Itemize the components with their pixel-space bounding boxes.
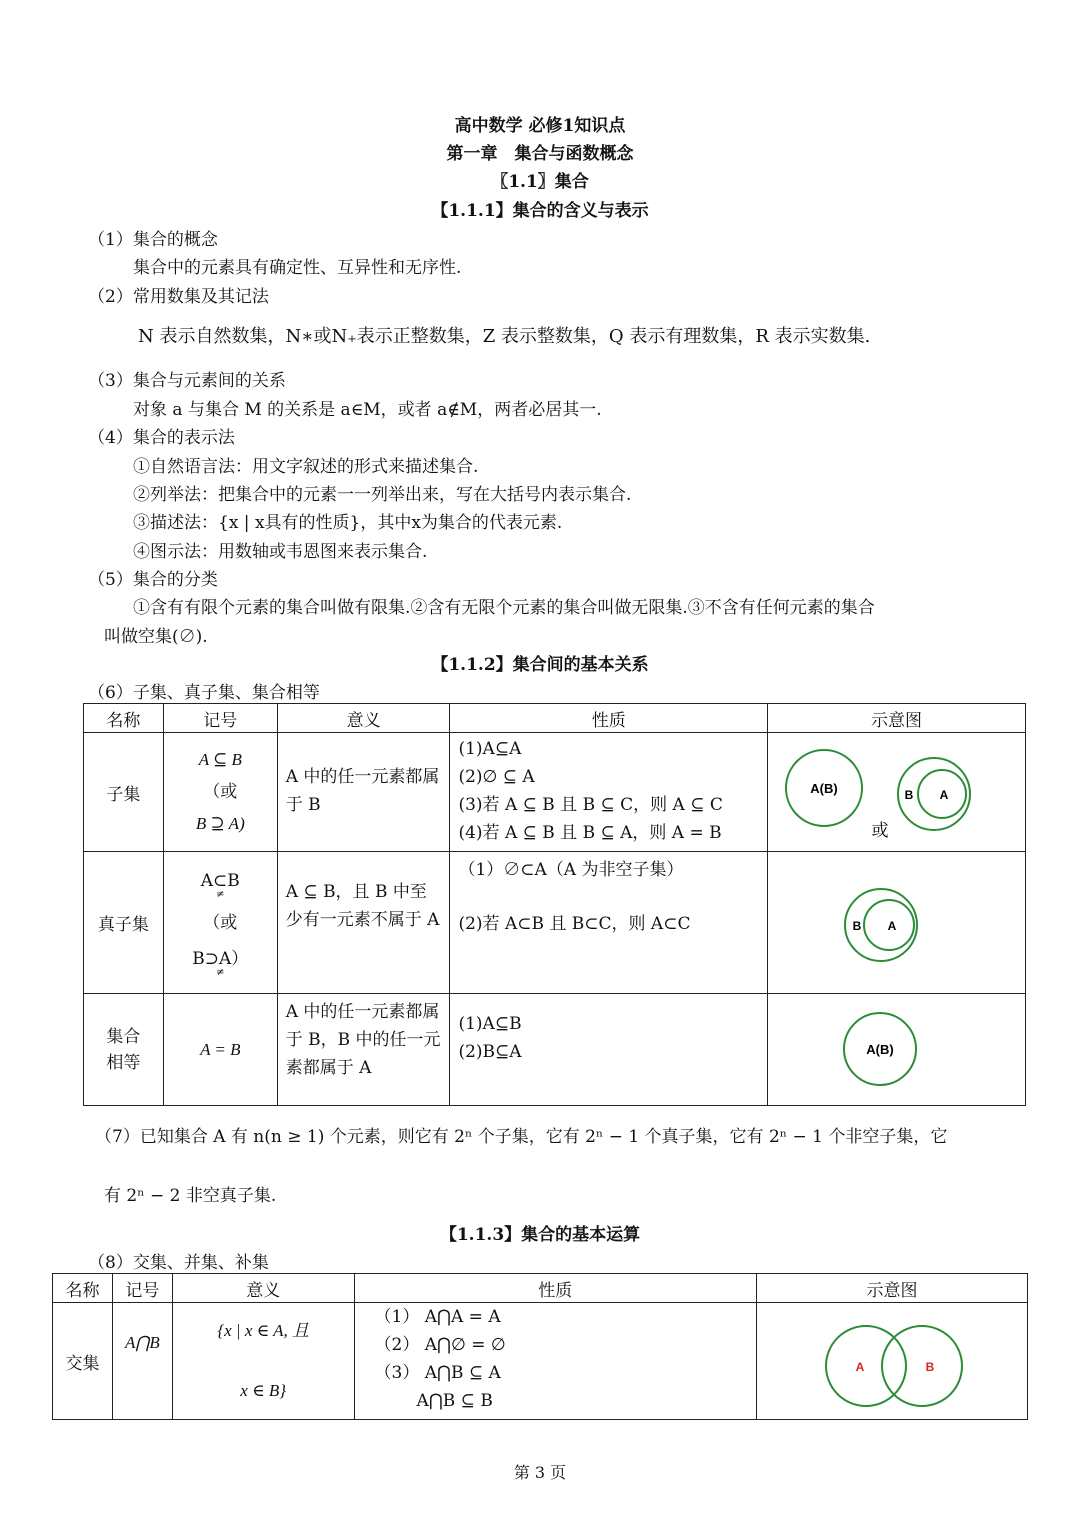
row-name-proper-subset: 真子集 (84, 852, 164, 994)
circle-b (882, 1326, 962, 1406)
intersection-meaning-1: {x | x ∈ A, 且 (217, 1321, 310, 1340)
heading-element-relation: （3）集合与元素间的关系 (88, 371, 286, 391)
proper-symbol-or: （或 (203, 912, 238, 933)
text-element-relation: 对象 a 与集合 M 的关系是 a∈M，或者 a∉M，两者必居其一. (133, 400, 602, 420)
item7-line2: 有 2ⁿ − 2 非空真子集. (104, 1186, 277, 1206)
set-operation-table (52, 1273, 1028, 1420)
col-header-property: 性质 (450, 704, 768, 733)
label-ab: A(B) (810, 781, 838, 796)
method-natural-language: ①自然语言法：用文字叙述的形式来描述集合. (133, 457, 479, 477)
label-b: B (904, 788, 914, 802)
table-row (84, 994, 1026, 1106)
col-header-property: 性质 (354, 1274, 756, 1303)
intersection-prop-4: A⋂B ⊆ B (416, 1391, 493, 1411)
proper-subset-venn-diagram (768, 853, 1024, 993)
equal-prop-2: (2)B⊆A (458, 1042, 522, 1062)
row-name-equal-1: 集合 (106, 1026, 141, 1047)
intersection-venn-diagram (757, 1306, 1026, 1416)
subsection-1-1-3: 【1.1.3】集合的基本运算 (439, 1225, 641, 1245)
col-header-diagram: 示意图 (756, 1274, 1027, 1303)
subsection-1-1-2: 【1.1.2】集合间的基本关系 (431, 655, 649, 675)
label-ab: A(B) (866, 1041, 894, 1057)
heading-representation: （4）集合的表示法 (88, 428, 235, 448)
doc-title: 高中数学 必修1知识点 (454, 116, 626, 136)
proper-meaning: A ⊆ B，且 B 中至少有一元素不属于 A (277, 852, 450, 994)
proper-symbol-alt: B⊃A） (192, 948, 249, 969)
section-title: 〖1.1〗集合 (491, 172, 589, 192)
subsection-1-1-1: 【1.1.1】集合的含义与表示 (431, 201, 649, 221)
intersection-meaning-2: x ∈ B} (240, 1381, 287, 1400)
proper-symbol: A⊂B (200, 870, 240, 891)
table-row (53, 1303, 1028, 1420)
intersection-prop-2: （2） A⋂∅ = ∅ (374, 1335, 506, 1355)
proper-prop-2: (2)若 A⊂B 且 B⊂C，则 A⊂C (458, 914, 691, 934)
subset-prop-4: (4)若 A ⊆ B 且 B ⊆ A，则 A = B (458, 823, 722, 843)
col-header-symbol: 记号 (112, 1274, 172, 1303)
label-a: A (939, 788, 949, 802)
method-diagram: ④图示法：用数轴或韦恩图来表示集合. (133, 542, 428, 562)
text-number-sets: N 表示自然数集，N∗或N₊表示正整数集，Z 表示整数集，Q 表示有理数集，R 表示实数集. (138, 326, 871, 347)
col-header-meaning: 意义 (277, 704, 450, 733)
equal-prop-1: (1)A⊆B (458, 1014, 522, 1034)
subset-relation-table (83, 703, 1026, 1106)
page-number: 第 3 页 (513, 1463, 567, 1482)
label-a: A (887, 918, 897, 933)
heading-concept: （1）集合的概念 (88, 230, 218, 250)
table8-caption: （8）交集、并集、补集 (88, 1253, 269, 1273)
row-name-intersection: 交集 (53, 1303, 113, 1420)
subset-prop-1: (1)A⊆A (458, 739, 522, 759)
equal-meaning: A 中的任一元素都属于 B，B 中的任一元素都属于 A (277, 994, 450, 1106)
equal-venn-diagram (768, 995, 1024, 1105)
col-header-meaning: 意义 (172, 1274, 354, 1303)
not-equal-mark: ≠ (216, 966, 225, 978)
item7-line1: （7）已知集合 A 有 n(n ≥ 1) 个元素，则它有 2ⁿ 个子集，它有 2ⁿ − 1 个真子集，它有 2ⁿ − 1 个非空子集，它 (95, 1127, 948, 1147)
label-or: 或 (871, 821, 889, 841)
label-b: B (852, 918, 862, 933)
col-header-symbol: 记号 (163, 704, 277, 733)
subset-symbol-or: （或 (203, 782, 238, 802)
subset-prop-3: (3)若 A ⊆ B 且 B ⊆ C，则 A ⊆ C (458, 795, 723, 815)
intersection-symbol: A⋂B (112, 1303, 172, 1420)
table-row (84, 852, 1026, 994)
intersection-prop-3: （3） A⋂B ⊆ A (374, 1363, 501, 1383)
table-row (84, 733, 1026, 852)
subset-symbol-alt: B ⊇ A) (195, 814, 245, 833)
intersection-prop-1: （1） A⋂A = A (374, 1307, 501, 1327)
text-classification-2: 叫做空集(∅). (104, 627, 208, 647)
heading-number-sets: （2）常用数集及其记法 (88, 287, 269, 307)
chapter-title: 第一章 集合与函数概念 (446, 144, 634, 164)
heading-classification: （5）集合的分类 (88, 570, 218, 590)
label-a: A (855, 1360, 865, 1374)
subset-prop-2: (2)∅ ⊆ A (458, 767, 535, 787)
col-header-diagram: 示意图 (767, 704, 1025, 733)
not-equal-mark: ≠ (216, 888, 225, 900)
text-classification-1: ①含有有限个元素的集合叫做有限集.②含有无限个元素的集合叫做无限集.③不含有任何元素的集合 (133, 598, 875, 618)
table6-caption: （6）子集、真子集、集合相等 (88, 683, 320, 703)
col-header-name: 名称 (53, 1274, 113, 1303)
method-listing: ②列举法：把集合中的元素一一列举出来，写在大括号内表示集合. (133, 485, 632, 505)
col-header-name: 名称 (84, 704, 164, 733)
subset-symbol: A ⊆ B (198, 750, 242, 769)
label-b: B (925, 1360, 935, 1374)
row-name-equal-2: 相等 (106, 1052, 141, 1073)
row-name-subset: 子集 (84, 733, 164, 852)
proper-prop-1: （1）∅⊂A（A 为非空子集） (458, 860, 684, 880)
text-concept: 集合中的元素具有确定性、互异性和无序性. (133, 258, 462, 278)
subset-venn-diagram (768, 736, 1024, 848)
equal-symbol: A = B (163, 994, 277, 1106)
method-description: ③描述法：{x | x具有的性质}，其中x为集合的代表元素. (133, 513, 563, 533)
subset-meaning: A 中的任一元素都属于 B (277, 733, 450, 852)
